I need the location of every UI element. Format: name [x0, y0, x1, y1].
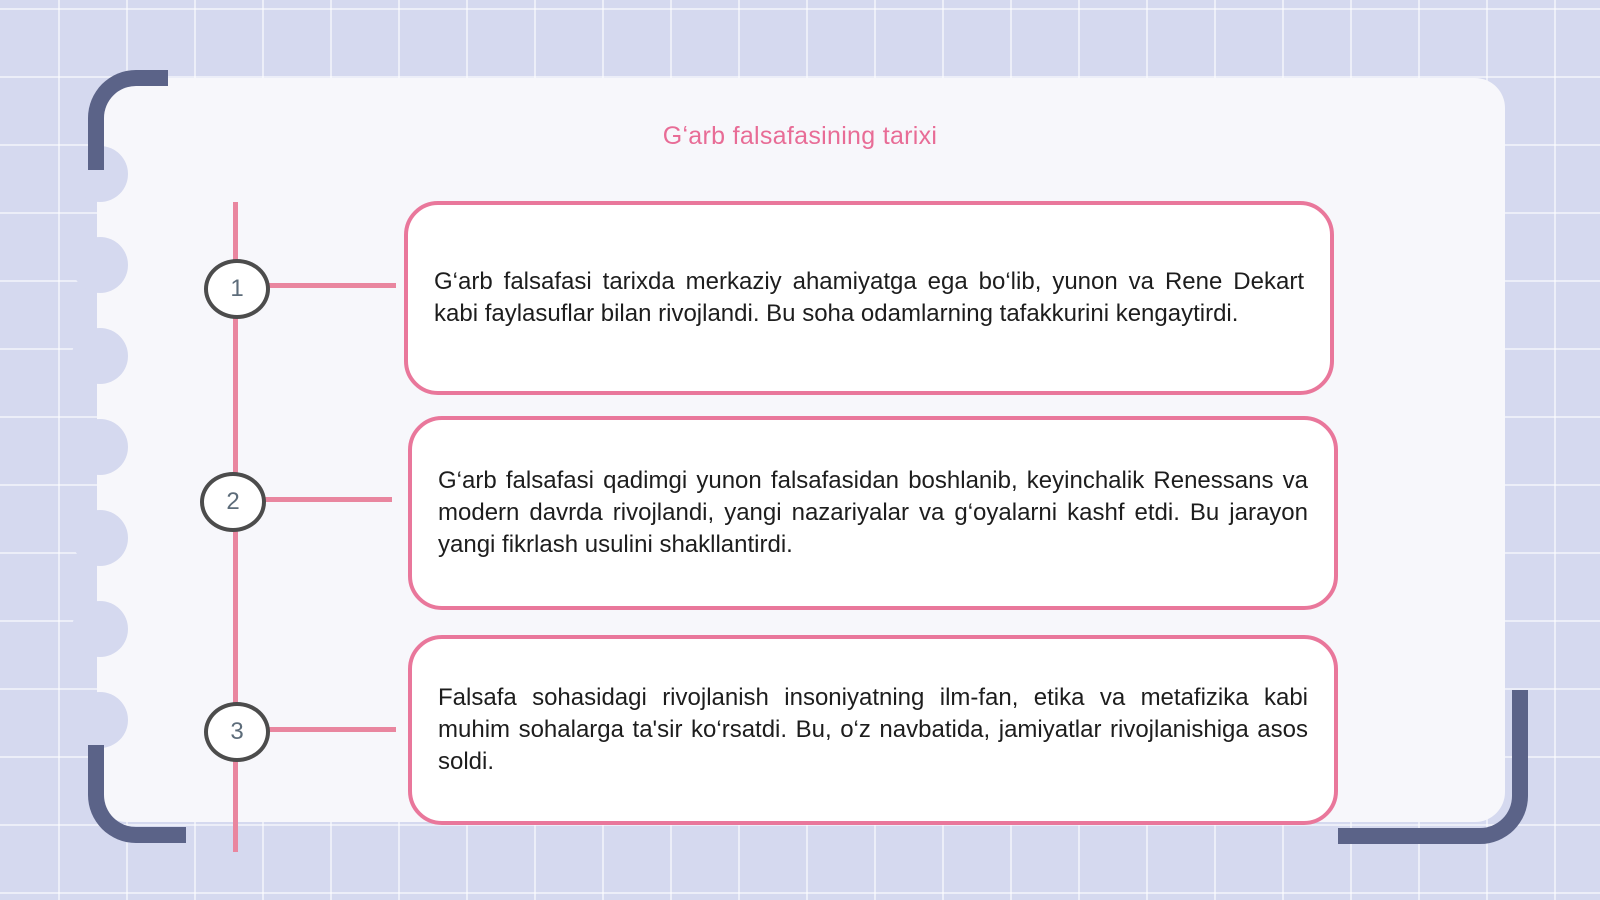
step-number-badge: 3: [204, 702, 270, 762]
step-number-badge: 1: [204, 259, 270, 319]
notebook-scallop: [72, 692, 128, 748]
step-text-box: [408, 416, 1338, 610]
notebook-scallop: [72, 510, 128, 566]
step-description: G‘arb falsafasi tarixda merkaziy ahamiyatga ega bo‘lib, yunon va Rene Dekart kabi faylasuflar bilan rivojlandi. Bu soha odamlarning tafakkurini kengaytirdi.: [434, 268, 1304, 327]
slide-title: Gʻarb falsafasining tarixi: [662, 122, 938, 150]
timeline-connector: [266, 727, 396, 732]
step-number-badge: 2: [200, 472, 266, 532]
notebook-scallop: [72, 601, 128, 657]
notebook-scallop: [72, 328, 128, 384]
corner-bracket-top-left: [88, 70, 168, 170]
step-description: G‘arb falsafasi qadimgi yunon falsafasidan boshlanib, keyinchalik Renessans va modern davrda rivojlandi, yangi nazariyalar va g‘oyalarni kashf etdi. Bu jarayon yangi fikrlash usulini shakllantirdi.: [438, 467, 1308, 558]
notebook-scallop: [72, 237, 128, 293]
corner-bracket-bottom-right: [1338, 690, 1528, 844]
step-text-box: [404, 201, 1334, 395]
step-description: Falsafa sohasidagi rivojlanish insoniyatning ilm-fan, etika va metafizika kabi muhim sohalarga ta'sir ko‘rsatdi. Bu, o‘z navbatida, jamiyatlar rivojlanishiga asos soldi.: [438, 684, 1308, 775]
corner-bracket-bottom-left: [88, 745, 186, 843]
timeline-connector: [266, 283, 396, 288]
step-text-box: [408, 635, 1338, 825]
notebook-scallop: [72, 419, 128, 475]
timeline-connector: [262, 497, 392, 502]
